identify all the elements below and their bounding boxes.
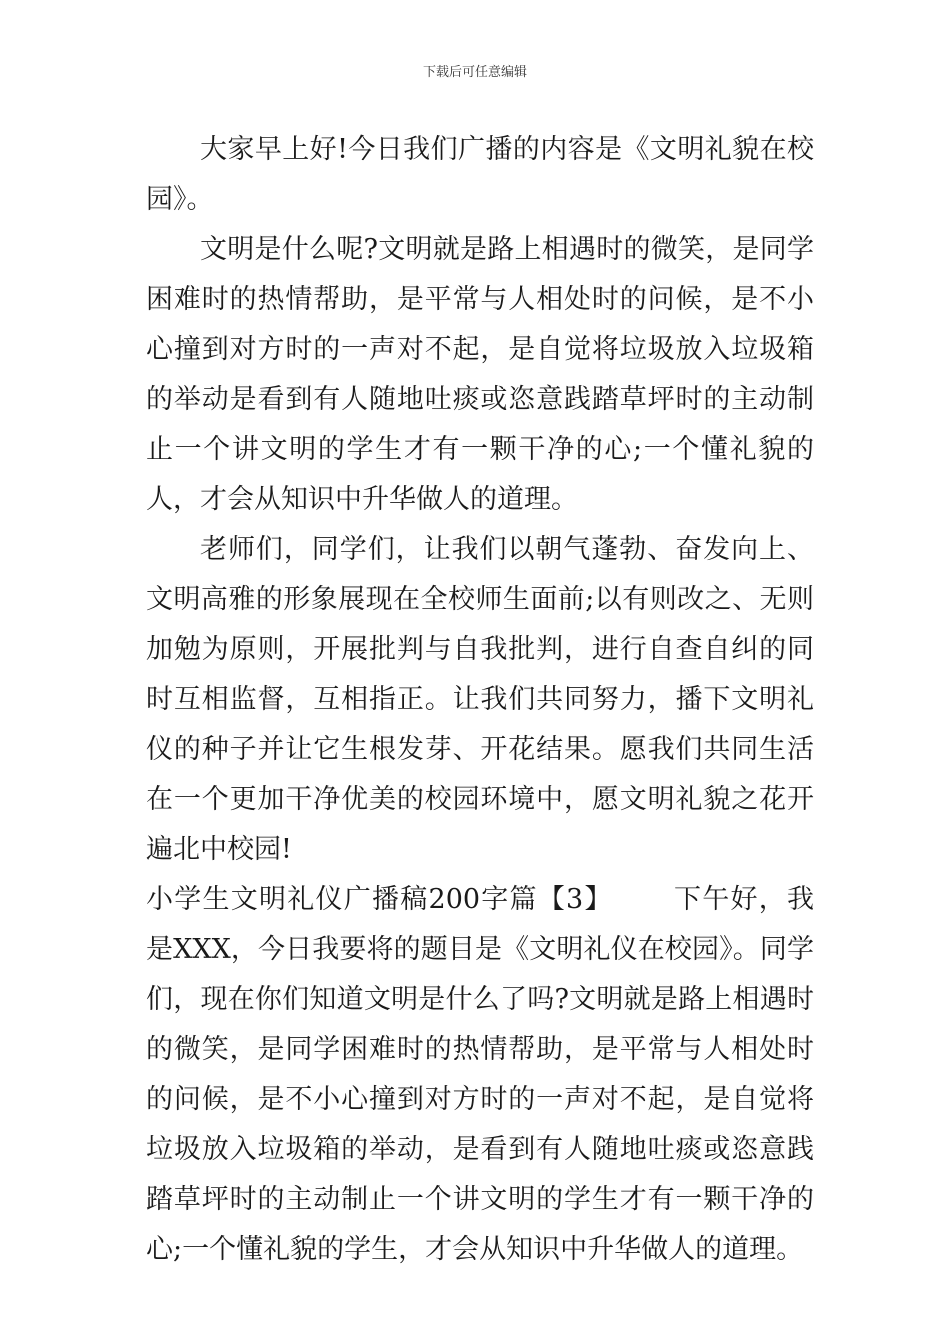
paragraph-call-to-action: 老师们，同学们，让我们以朝气蓬勃、奋发向上、文明高雅的形象展现在全校师生面前;以有则改之、无则加勉为原则，开展批判与自我批判，进行自查自纠的同时互相监督，互相指正。让我们共同努力，播下文明礼仪的种子并让它生根发芽、开花结果。愿我们共同生活在一个更加干净优美的校园环境中，愿文明礼貌之花开遍北中校园! <box>146 534 814 865</box>
page-header-note: 下载后可任意编辑 <box>422 65 527 80</box>
paragraph-greeting: 大家早上好!今日我们广播的内容是《文明礼貌在校园》。 <box>146 134 814 215</box>
paragraph-what-is-civility: 文明是什么呢?文明就是路上相遇时的微笑，是同学困难时的热情帮助，是平常与人相处时的问候，是不小心撞到对方时的一声对不起，是自觉将垃圾放入垃圾箱的举动是看到有人随地吐痰或恣意践踏草坪时的主动制止一个讲文明的学生才有一颗干净的心;一个懂礼貌的人，才会从知识中升华做人的道理。 <box>146 234 814 515</box>
section-paragraph <box>146 875 814 1275</box>
section-body: 下午好，我是XXX，今日我要将的题目是《文明礼仪在校园》。同学们，现在你们知道文明是什么了吗?文明就是路上相遇时的微笑，是同学困难时的热情帮助，是平常与人相处时的问候，是不小心撞到对方时的一声对不起，是自觉将垃圾放入垃圾箱的举动，是看到有人随地吐痰或恣意践踏草坪时的主动制止一个讲文明的学生才有一颗干净的心;一个懂礼貌的学生，才会从知识中升华做人的道理。 <box>146 884 815 1265</box>
document-body <box>146 125 814 1275</box>
section-title: 小学生文明礼仪广播稿200字篇【3】 <box>146 884 613 915</box>
